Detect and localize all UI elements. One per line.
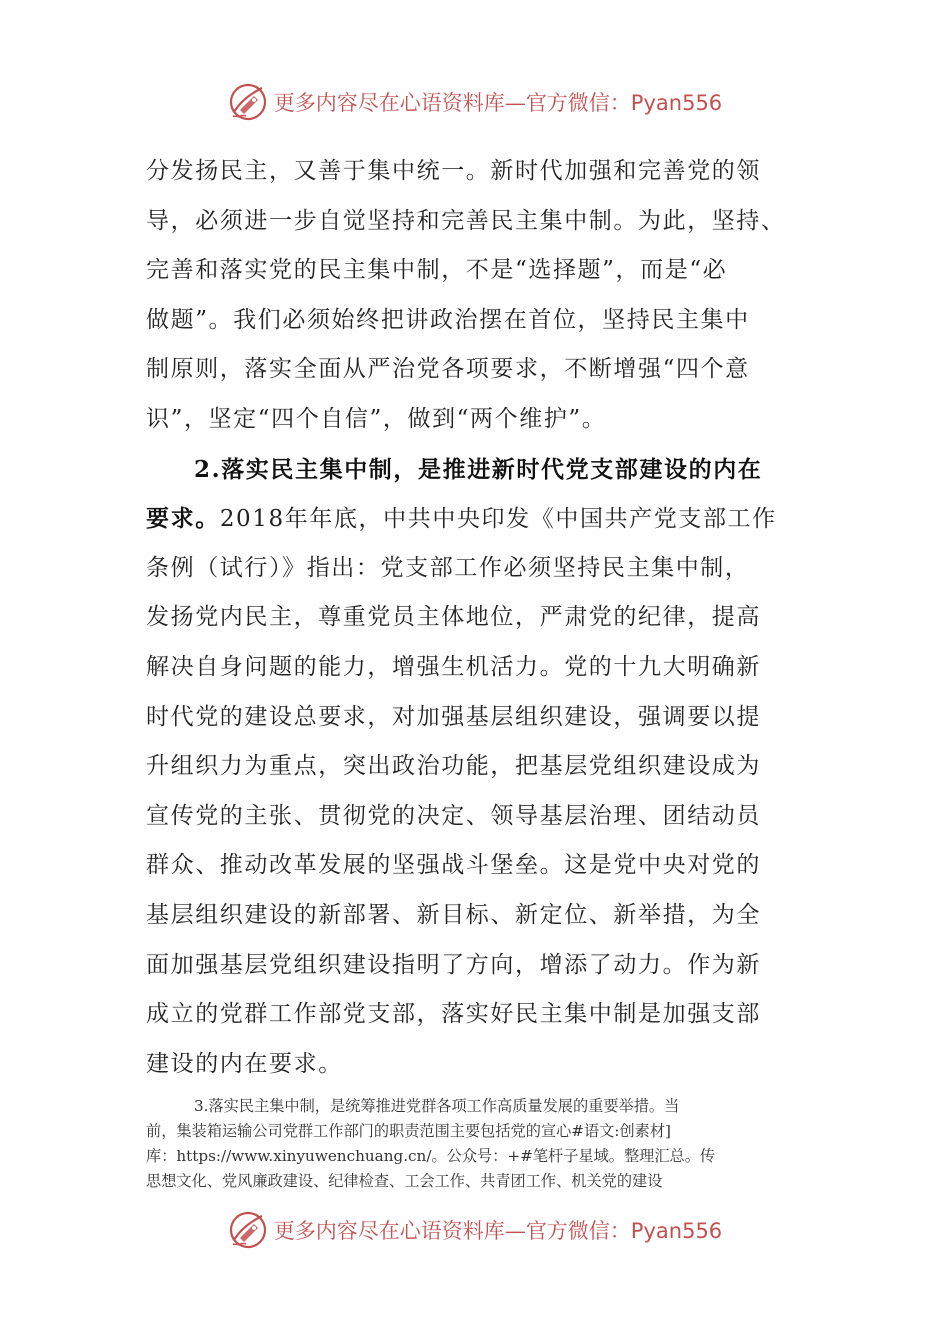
- paragraph-line: 基层组织建设的新部署、新目标、新定位、新举措，为全: [146, 901, 761, 928]
- paragraph-line: [146, 494, 806, 544]
- footer-banner: [0, 1208, 950, 1252]
- paragraph-line: 分发扬民主，又善于集中统一。新时代加强和完善党的领: [146, 158, 761, 184]
- paragraph-line: 完善和落实党的民主集中制，不是“选择题”，而是“必: [146, 257, 728, 284]
- document-body: [146, 147, 806, 1089]
- paragraph-line: 识”，坚定“四个自信”，做到“两个维护”。: [146, 405, 607, 432]
- paragraph-line: 宣传党的主张、贯彻党的决定、领导基层治理、团结动员: [146, 802, 761, 829]
- small-text-line: 库：https://www.xinyuwenchuang.cn/。公众号：+#笔杆子星域。整理汇总。传: [146, 1147, 716, 1165]
- paragraph-line: 发扬党内民主，尊重党员主体地位，严肃党的纪律，提高: [146, 604, 761, 631]
- paragraph-text: 2018年年底，中共中央印发《中国共产党支部工作: [219, 506, 777, 533]
- pen-nib-logo-icon: [228, 82, 268, 122]
- section-heading-tail: 要求。: [146, 505, 220, 533]
- small-text-line: 3.落实民主集中制，是统筹推进党群各项工作高质量发展的重要举措。当: [194, 1097, 680, 1115]
- small-text-line: 思想文化、党风廉政建设、纪律检查、工会工作、共青团工作、机关党的建设: [146, 1172, 663, 1190]
- small-text-line: 前，集装箱运输公司党群工作部门的职责范围主要包括党的宣心#语文:创素材]: [146, 1122, 671, 1140]
- paragraph-line: 成立的党群工作部党支部，落实好民主集中制是加强支部: [146, 1001, 761, 1028]
- small-text-block: [146, 1094, 806, 1194]
- paragraph-line: 群众、推动改革发展的坚强战斗堡垒。这是党中央对党的: [146, 852, 761, 879]
- pen-nib-logo-icon: [228, 1210, 268, 1250]
- paragraph-line: 导，必须进一步自觉坚持和完善民主集中制。为此，坚持、: [146, 207, 786, 234]
- paragraph-line: 时代党的建设总要求，对加强基层组织建设，强调要以提: [146, 703, 761, 730]
- section-heading: 2.落实民主集中制，是推进新时代党支部建设的内在: [194, 455, 763, 483]
- paragraph-line: 建设的内在要求。: [146, 1050, 343, 1077]
- banner-title: 更多内容尽在心语资料库—官方微信：Pyan556: [273, 91, 723, 115]
- header-banner: [0, 80, 950, 124]
- paragraph-line: 条例（试行）》指出：党支部工作必须坚持民主集中制，: [146, 554, 750, 581]
- paragraph-line: 升组织力为重点，突出政治功能，把基层党组织建设成为: [146, 753, 761, 780]
- banner-title: 更多内容尽在心语资料库—官方微信：Pyan556: [273, 1219, 723, 1243]
- paragraph-line: 做题”。我们必须始终把讲政治摆在首位，坚持民主集中: [146, 306, 750, 333]
- paragraph-line: 面加强基层党组织建设指明了方向，增添了动力。作为新: [146, 951, 761, 978]
- paragraph-line: 制原则，落实全面从严治党各项要求，不断增强“四个意: [146, 356, 750, 383]
- paragraph-line: 解决自身问题的能力，增强生机活力。党的十九大明确新: [146, 653, 761, 680]
